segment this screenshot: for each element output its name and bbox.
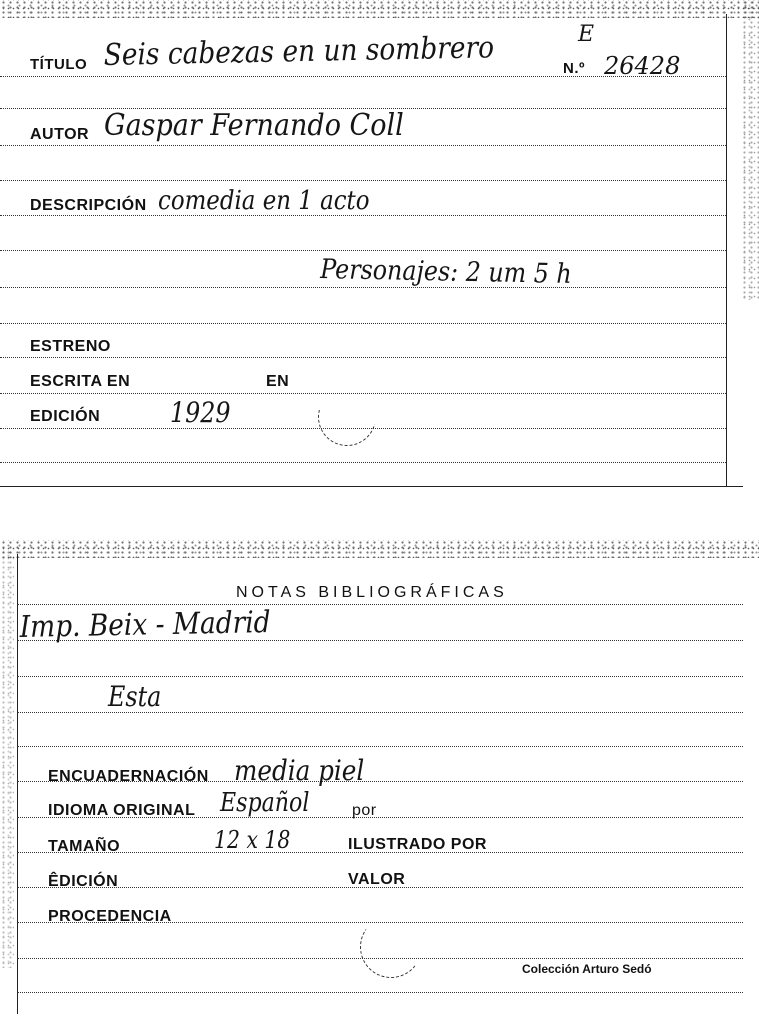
tamano-value: 12 x 18 [214, 826, 291, 854]
numero-value: 26428 [604, 52, 681, 80]
estreno-label: ESTRENO [30, 338, 111, 355]
en-label: EN [266, 373, 290, 390]
numero-mark: E [578, 22, 595, 47]
catalog-card-back [0, 540, 759, 1028]
back-edicion-label: ÊDICIÓN [48, 873, 119, 890]
card-top-edge-texture [0, 0, 759, 18]
rule-line [0, 250, 726, 251]
numero-label: N.º [563, 60, 585, 77]
rule-line [17, 676, 743, 677]
card-left-edge-texture [0, 550, 14, 968]
encuadernacion-value: media piel [234, 754, 365, 787]
card-left-border [17, 554, 18, 1014]
ilustrado-por-label: ILUSTRADO POR [348, 836, 487, 853]
card-right-border [726, 14, 727, 486]
notes-line-2: Esta [108, 680, 162, 713]
idioma-original-value: Español [220, 788, 310, 818]
rule-line [0, 357, 726, 358]
rule-line [17, 604, 743, 605]
descripcion-label: DESCRIPCIÓN [30, 197, 147, 214]
descripcion-value: comedia en 1 acto [158, 186, 370, 216]
procedencia-label: PROCEDENCIA [48, 908, 172, 925]
titulo-label: TÍTULO [30, 56, 88, 73]
rule-line [0, 323, 726, 324]
rule-line [0, 180, 726, 181]
titulo-value: Seis cabezas en un sombrero [103, 30, 495, 73]
card-top-edge-texture [0, 540, 759, 558]
rule-line [0, 145, 726, 146]
valor-label: VALOR [348, 871, 406, 888]
idioma-original-label: IDIOMA ORIGINAL [48, 802, 196, 819]
tamano-label: TAMAÑO [48, 838, 121, 855]
catalog-card-front [0, 0, 759, 495]
rule-line [17, 746, 743, 747]
rule-line [0, 462, 726, 463]
por-label: por [352, 802, 377, 819]
rule-line [0, 287, 726, 288]
card-right-edge-texture [741, 0, 759, 300]
encuadernacion-label: ENCUADERNACIÓN [48, 768, 209, 785]
notas-heading: NOTAS BIBLIOGRÁFICAS [236, 584, 508, 601]
personajes-note: Personajes: 2 um 5 h [320, 254, 572, 290]
edicion-label: EDICIÓN [30, 408, 101, 425]
autor-label: AUTOR [30, 126, 90, 143]
autor-value: Gaspar Fernando Coll [104, 108, 404, 143]
stamp-mark [307, 377, 386, 456]
rule-line [17, 992, 743, 993]
notes-line-1: Imp. Beix - Madrid [19, 605, 271, 645]
edicion-value: 1929 [170, 396, 231, 429]
collection-credit: Colección Arturo Sedó [522, 962, 652, 976]
escrita-en-label: ESCRITA EN [30, 373, 131, 390]
card-bottom-edge [0, 486, 743, 487]
